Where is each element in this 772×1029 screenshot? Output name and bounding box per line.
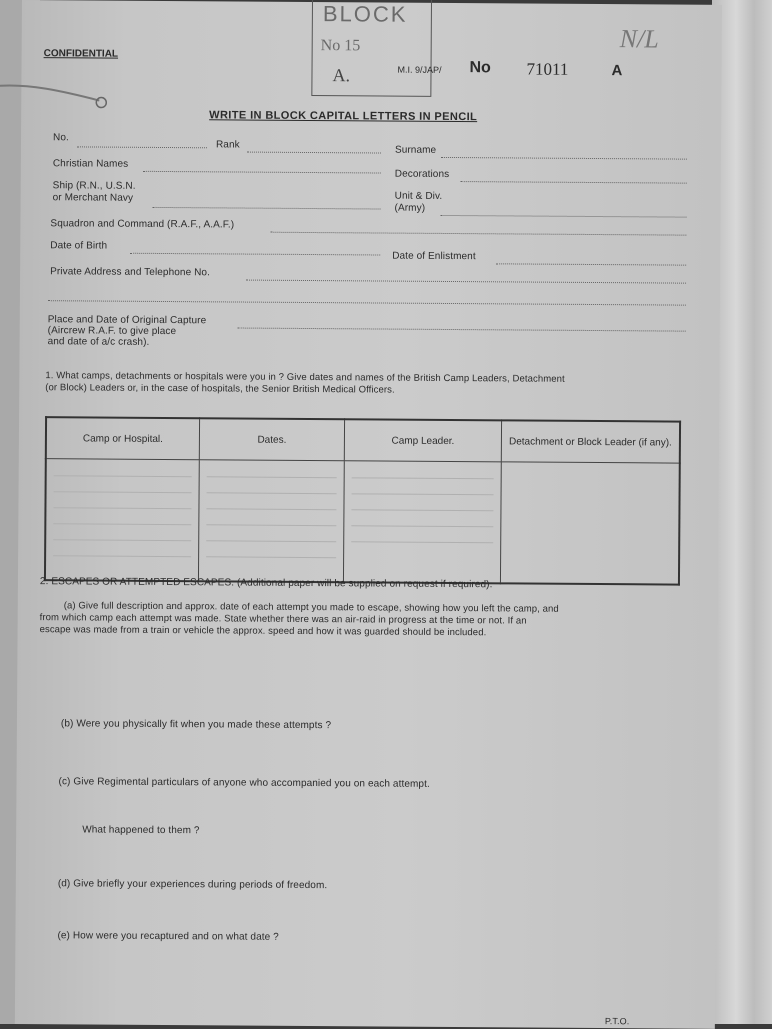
- address-field[interactable]: [246, 280, 686, 284]
- table-header-leader: Camp Leader.: [344, 419, 501, 462]
- no-label: No.: [53, 132, 69, 144]
- ship-label-1: Ship (R.N., U.S.N.: [52, 180, 136, 192]
- capture-label-3: and date of a/c crash).: [47, 336, 150, 348]
- leader-cell[interactable]: [343, 461, 501, 584]
- form-suffix: A: [611, 62, 623, 80]
- reference-code: M.I. 9/JAP/: [397, 64, 442, 75]
- address-label: Private Address and Telephone No.: [50, 266, 211, 279]
- q1-line2: (or Block) Leaders or, in the case of hospitals, the Senior British Medical Officers.: [45, 382, 395, 396]
- stamp-line1: BLOCK: [322, 1, 408, 27]
- rank-label: Rank: [215, 139, 240, 151]
- q2a-line1: (a) Give full description and approx. date of each attempt you made to escape, showing how you left the camp, and: [63, 600, 559, 615]
- q2a-line2: from which camp each attempt was made. State whether there was an air-raid in progress at the time or not. If an: [39, 612, 527, 627]
- form-sheet: [15, 0, 722, 1029]
- stamp-line3: A.: [332, 65, 351, 86]
- q2d: (d) Give briefly your experiences during periods of freedom.: [57, 878, 328, 892]
- table-header-detachment: Detachment or Block Leader (if any).: [501, 420, 680, 463]
- q2c-followup: What happened to them ?: [82, 824, 200, 837]
- form-number: 71011: [526, 59, 569, 79]
- confidential-mark: CONFIDENTIAL: [43, 48, 119, 60]
- christian-names-label: Christian Names: [52, 158, 129, 170]
- number-label: No: [469, 59, 491, 77]
- pto-note: P.T.O.: [604, 1016, 630, 1027]
- unit-label-1: Unit & Div.: [394, 190, 443, 202]
- instruction-heading: WRITE IN BLOCK CAPITAL LETTERS IN PENCIL: [209, 109, 478, 124]
- block-stamp: [311, 0, 432, 97]
- ship-label-2: or Merchant Navy: [52, 192, 134, 204]
- handwritten-note: N/L: [619, 24, 659, 54]
- q1-line1: 1. What camps, detachments or hospitals were you in ? Give dates and names of the British Camp Leaders, Detachment: [45, 370, 565, 385]
- q2b: (b) Were you physically fit when you made these attempts ?: [60, 718, 332, 732]
- squadron-label: Squadron and Command (R.A.F., A.A.F.): [50, 218, 235, 231]
- enlistment-field[interactable]: [496, 263, 686, 265]
- q2e: (e) How were you recaptured and on what date ?: [57, 930, 279, 943]
- q2-title: 2. ESCAPES OR ATTEMPTED ESCAPES. (Additional paper will be supplied on request if required).: [39, 576, 493, 591]
- squadron-field[interactable]: [270, 232, 686, 236]
- surname-field[interactable]: [441, 157, 687, 160]
- back-sheet-right: [712, 0, 772, 1024]
- dob-label: Date of Birth: [50, 240, 108, 252]
- christian-names-field[interactable]: [143, 171, 381, 174]
- decorations-label: Decorations: [394, 168, 450, 180]
- q2a-line3: escape was made from a train or vehicle the approx. speed and how it was guarded should be included.: [39, 624, 487, 639]
- rank-field[interactable]: [247, 152, 381, 154]
- q2c: (c) Give Regimental particulars of anyone who accompanied you on each attempt.: [58, 776, 430, 790]
- table-header-camp: Camp or Hospital.: [46, 417, 200, 460]
- surname-label: Surname: [394, 144, 437, 156]
- dob-field[interactable]: [130, 253, 380, 256]
- stamp-line2: No 15: [320, 37, 361, 55]
- ship-field[interactable]: [153, 207, 381, 210]
- capture-label-2: (Aircrew R.A.F. to give place: [47, 325, 177, 338]
- no-field[interactable]: [77, 146, 207, 148]
- capture-field[interactable]: [238, 328, 686, 332]
- dates-cell[interactable]: [198, 460, 344, 583]
- camp-cell[interactable]: [45, 459, 199, 582]
- detachment-cell[interactable]: [500, 462, 679, 585]
- capture-label-1: Place and Date of Original Capture: [47, 314, 207, 327]
- decorations-field[interactable]: [461, 181, 687, 184]
- unit-field[interactable]: [441, 215, 687, 218]
- address-field-2[interactable]: [48, 300, 686, 305]
- camps-table: [44, 416, 681, 585]
- unit-label-2: (Army): [394, 202, 426, 214]
- string-tie: [0, 78, 139, 119]
- enlistment-label: Date of Enlistment: [392, 250, 476, 263]
- table-header-dates: Dates.: [199, 418, 344, 461]
- table-row: [45, 459, 680, 585]
